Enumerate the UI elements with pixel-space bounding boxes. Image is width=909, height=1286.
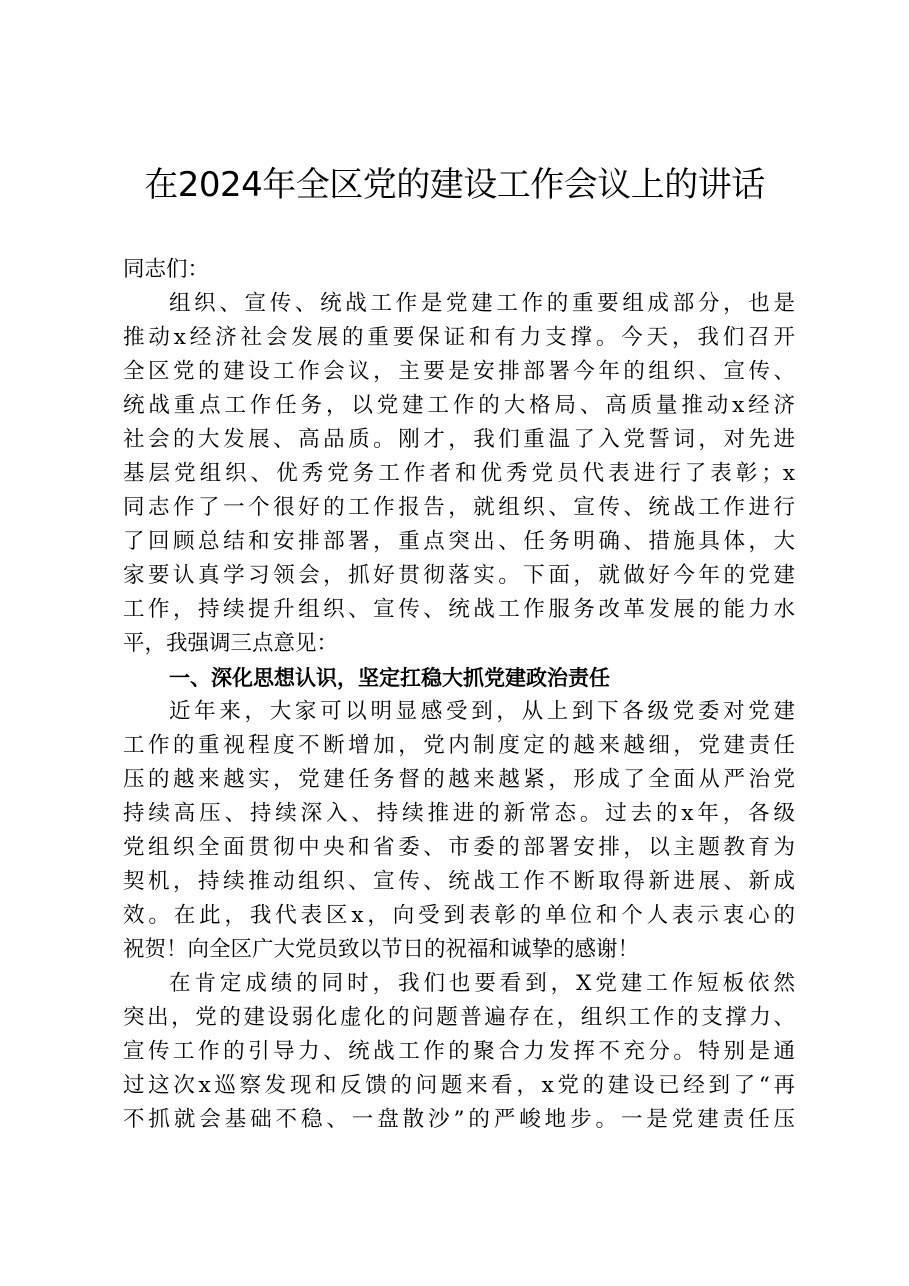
paragraph-line: 社会的大发展、高品质。刚才，我们重温了入党誓词，对先进 [123,427,795,452]
paragraph-line: 全区党的建设工作会议，主要是安排部署今年的组织、宣传、 [123,359,795,384]
paragraph-line: 近年来，大家可以明显感受到，从上到下各级党委对党建 [169,699,795,724]
paragraph-line: 基层党组织、优秀党务工作者和优秀党员代表进行了表彰；x [123,461,795,486]
paragraph-line: 统战重点工作任务，以党建工作的大格局、高质量推动x经济 [123,393,795,418]
paragraph-line: 契机，持续推动组织、宣传、统战工作不断取得新进展、新成 [123,869,795,894]
paragraph-line: 祝贺！向全区广大党员致以节日的祝福和诚挚的感谢！ [123,937,640,962]
paragraph-line: 持续高压、持续深入、持续推进的新常态。过去的x年，各级 [123,801,795,826]
paragraph-line: 压的越来越实，党建任务督的越来越紧，形成了全面从严治党 [123,767,795,792]
salutation: 同志们： [123,257,210,282]
paragraph-line: 了回顾总结和安排部署，重点突出、任务明确、措施具体，大 [123,529,795,554]
paragraph-line: 突出，党的建设弱化虚化的问题普遍存在，组织工作的支撑力、 [123,1005,795,1030]
paragraph-line: 在肯定成绩的同时，我们也要看到，X党建工作短板依然 [169,971,795,996]
paragraph-line: 工作的重视程度不断增加，党内制度定的越来越细，党建责任 [123,733,795,758]
paragraph-line: 平，我强调三点意见： [123,631,339,656]
paragraph-line: 工作，持续提升组织、宣传、统战工作服务改革发展的能力水 [123,597,795,622]
paragraph-line: 宣传工作的引导力、统战工作的聚合力发挥不充分。特别是通 [123,1039,795,1064]
paragraph-line: 不抓就会基础不稳、一盘散沙”的严峻地步。一是党建责任压 [123,1107,795,1132]
paragraph-line: 同志作了一个很好的工作报告，就组织、宣传、统战工作进行 [123,495,795,520]
paragraph-line: 组织、宣传、统战工作是党建工作的重要组成部分，也是 [169,291,795,316]
document-body [123,253,795,1137]
paragraph-line: 过这次x巡察发现和反馈的问题来看，x党的建设已经到了“再 [123,1073,795,1098]
paragraph-line: 家要认真学习领会，抓好贯彻落实。下面，就做好今年的党建 [123,563,795,588]
section-heading: 一、深化思想认识，坚定扛稳大抓党建政治责任 [169,666,610,690]
document-title: 在2024年全区党的建设工作会议上的讲话 [144,165,765,205]
paragraph-line: 效。在此，我代表区x，向受到表彰的单位和个人表示衷心的 [123,903,795,928]
paragraph-line: 党组织全面贯彻中央和省委、市委的部署安排，以主题教育为 [123,835,795,860]
paragraph-line: 推动x经济社会发展的重要保证和有力支撑。今天，我们召开 [123,325,795,350]
